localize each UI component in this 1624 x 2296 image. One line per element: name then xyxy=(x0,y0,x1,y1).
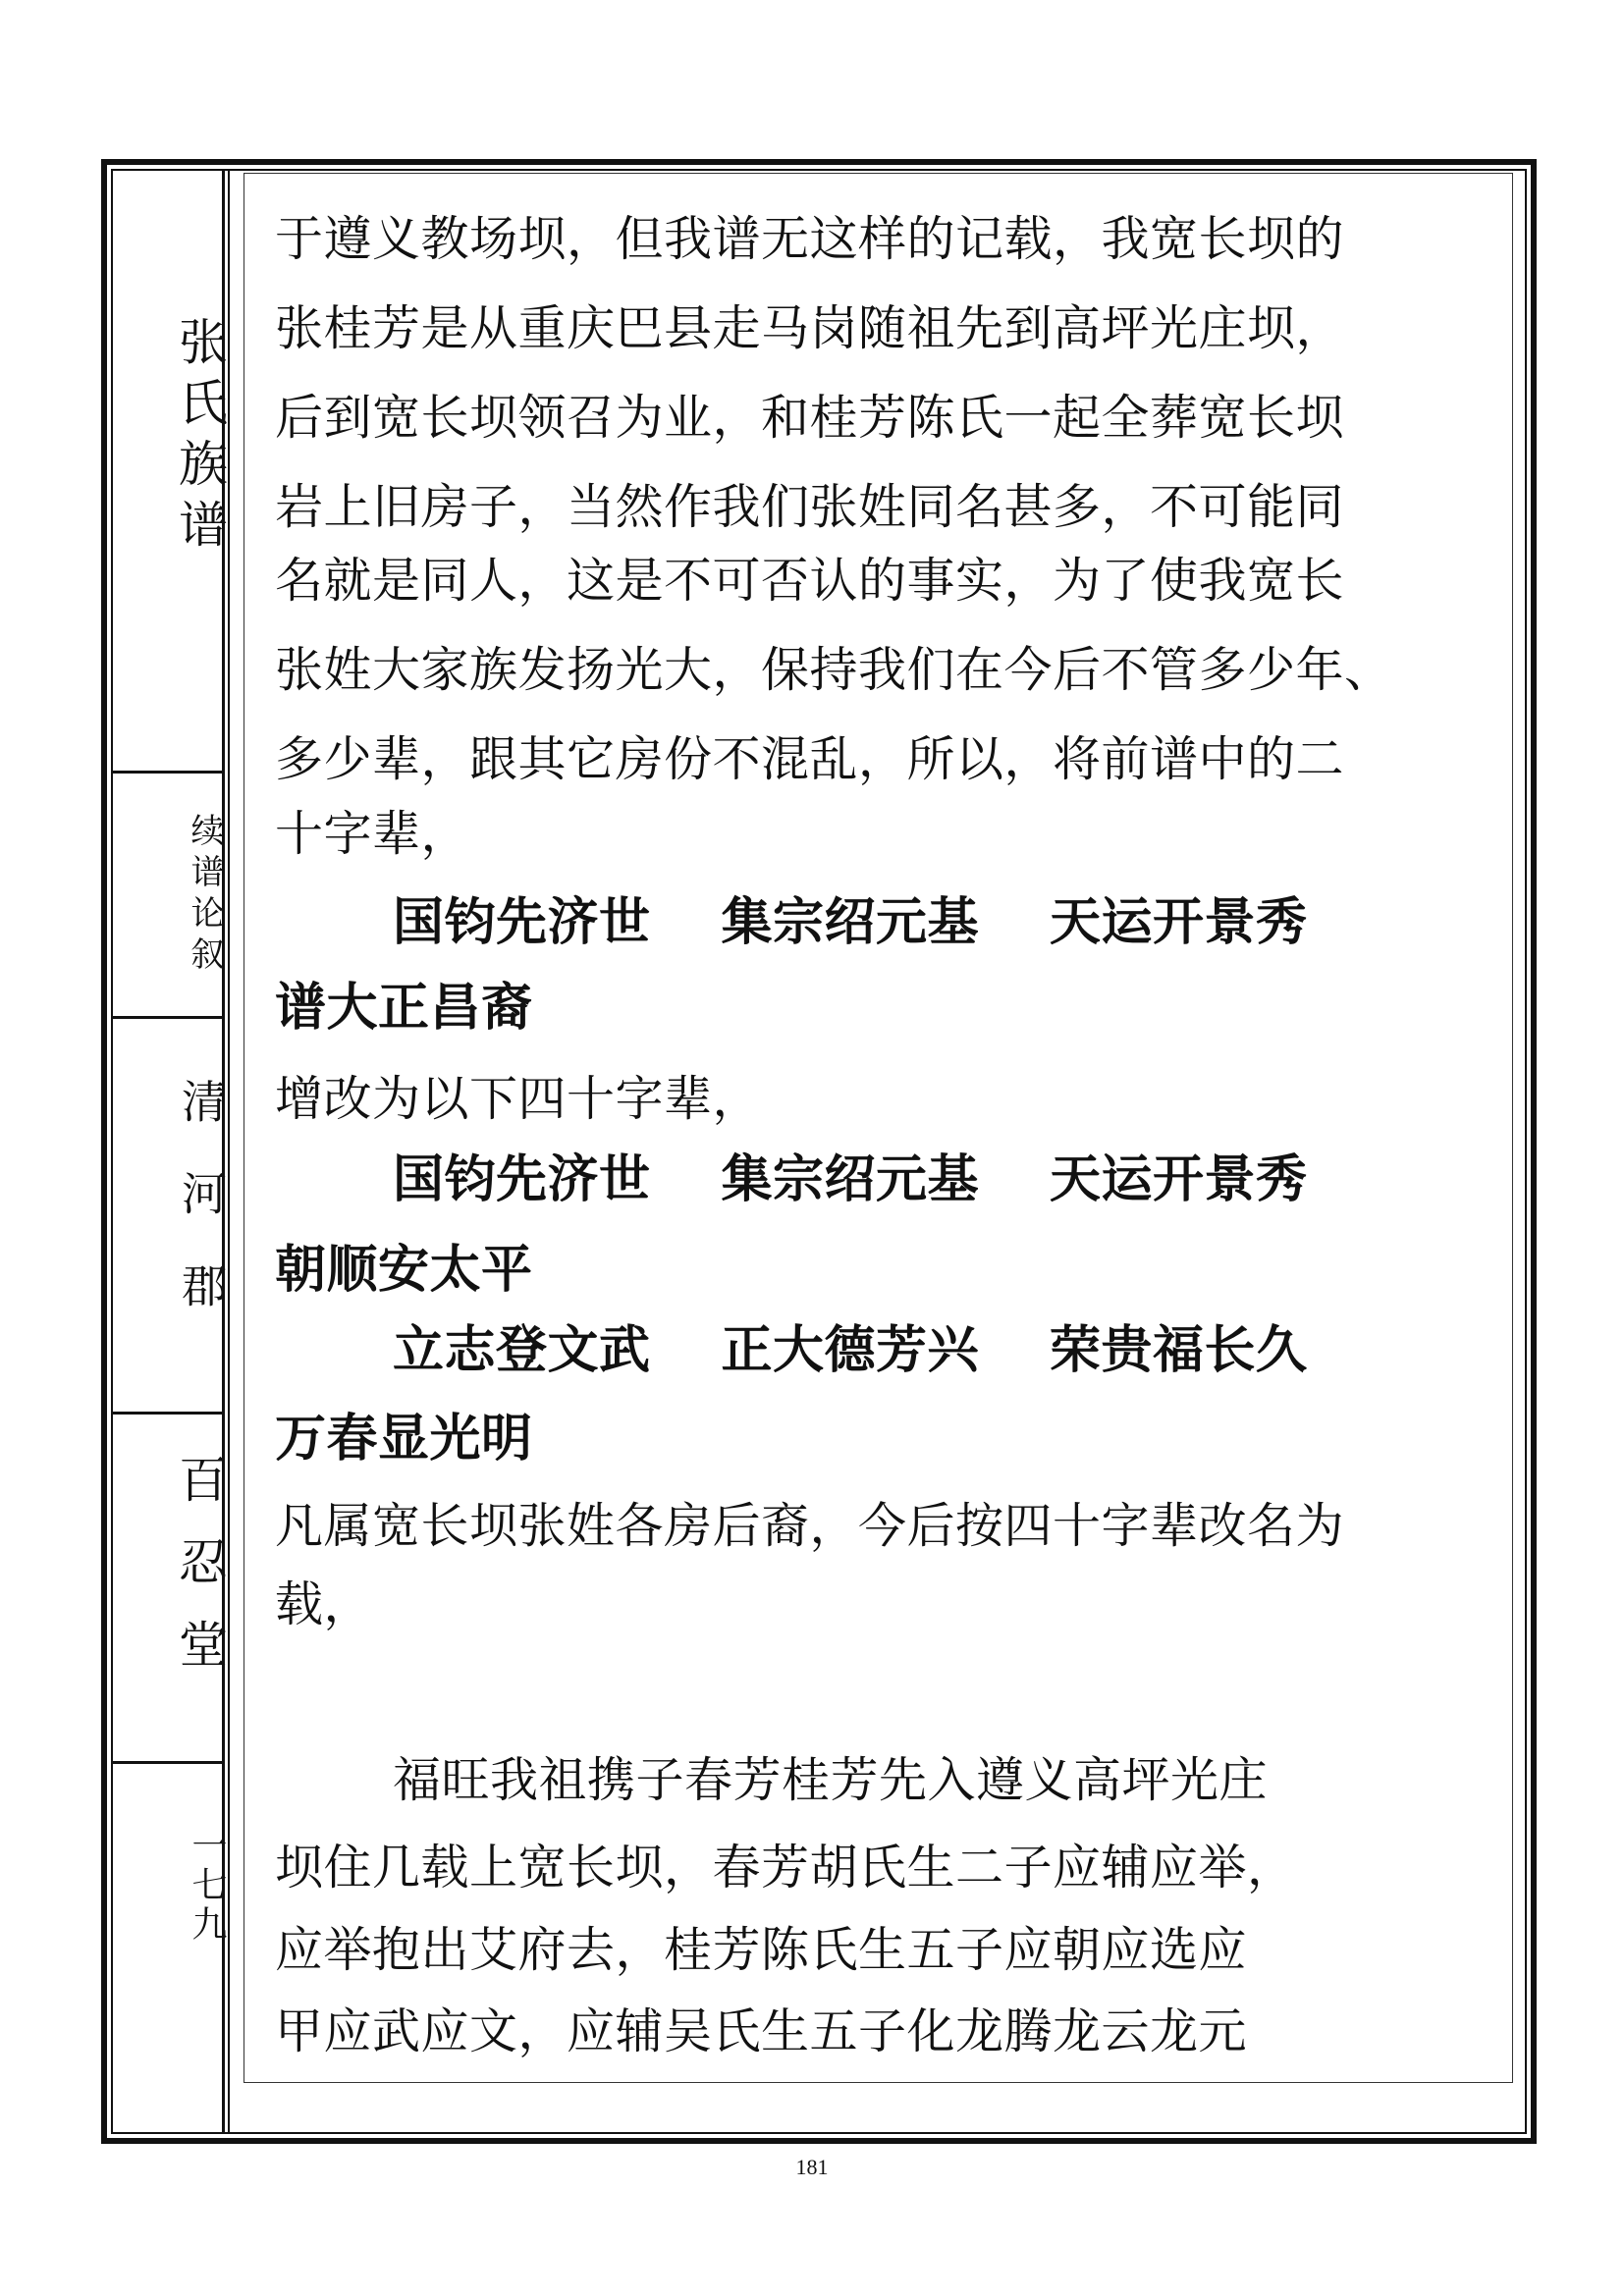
text-line: 凡属宽长坝张姓各房后裔，今后按四十字辈改名为 xyxy=(275,1498,1345,1554)
column-divider xyxy=(222,169,230,2134)
generation-group: 正大德芳兴 xyxy=(721,1321,980,1380)
text-line: 应举抱出艾府去，桂芳陈氏生五子应朝应选应 xyxy=(275,1922,1248,1978)
book-title: 张氏族谱 xyxy=(171,316,228,560)
generation-group: 国钧先济世 xyxy=(393,893,651,952)
chinese-page-number: 一七九 xyxy=(187,1827,227,1945)
sidebar xyxy=(111,169,228,2134)
generation-group: 天运开景秀 xyxy=(1050,893,1308,952)
text-line: 甲应武应文，应辅吴氏生五子化龙腾龙云龙元 xyxy=(275,2003,1248,2059)
page-number: 181 xyxy=(795,2155,829,2179)
text-line: 后到宽长坝领召为业，和桂芳陈氏一起全葬宽长坝 xyxy=(275,390,1345,446)
generation-group: 集宗绍元基 xyxy=(721,893,980,952)
old-generation-row xyxy=(393,891,1610,954)
new-generation-row xyxy=(393,1319,1610,1382)
section-title: 续谱论叙 xyxy=(185,813,224,978)
sidebar-cell-title xyxy=(111,169,228,774)
generation-group: 朝顺安太平 xyxy=(275,1241,533,1300)
text-line: 张桂芳是从重庆巴县走马岗随祖先到高坪光庄坝， xyxy=(275,300,1345,356)
generation-group: 国钧先济世 xyxy=(393,1150,651,1209)
text-line: 名就是同人，这是不可否认的事实，为了使我宽长 xyxy=(275,553,1345,609)
generation-group: 立志登文武 xyxy=(393,1321,651,1380)
sidebar-cell-section xyxy=(111,774,224,1019)
sidebar-cell-page xyxy=(111,1764,227,2134)
text-line: 载， xyxy=(275,1576,373,1632)
text-line: 于遵义教场坝，但我谱无这样的记载，我宽长坝的 xyxy=(275,211,1345,267)
text-line: 增改为以下四十字辈， xyxy=(275,1071,762,1127)
sidebar-cell-clan xyxy=(111,1019,228,1415)
generation-group: 万春显光明 xyxy=(275,1410,533,1468)
generation-group: 集宗绍元基 xyxy=(721,1150,980,1209)
text-line: 十字辈， xyxy=(275,806,470,862)
generation-group: 荣贵福长久 xyxy=(1050,1321,1308,1380)
text-line: 坝住几载上宽长坝，春芳胡氏生二子应辅应举， xyxy=(275,1840,1296,1896)
clan-seat: 清河郡 xyxy=(175,1078,228,1355)
generation-group: 天运开景秀 xyxy=(1050,1150,1308,1209)
generation-group: 谱大正昌裔 xyxy=(275,979,533,1038)
hall-name: 百忍堂 xyxy=(171,1454,228,1701)
new-generation-row xyxy=(393,1148,1610,1211)
text-line: 多少辈，跟其它房份不混乱，所以，将前谱中的二 xyxy=(275,731,1345,787)
sidebar-cell-hall xyxy=(111,1415,228,1764)
text-line: 岩上旧房子，当然作我们张姓同名甚多，不可能同 xyxy=(275,479,1345,535)
text-line: 张姓大家族发扬光大，保持我们在今后不管多少年、 xyxy=(275,642,1393,698)
text-line: 福旺我祖携子春芳桂芳先入遵义高坪光庄 xyxy=(393,1752,1269,1808)
